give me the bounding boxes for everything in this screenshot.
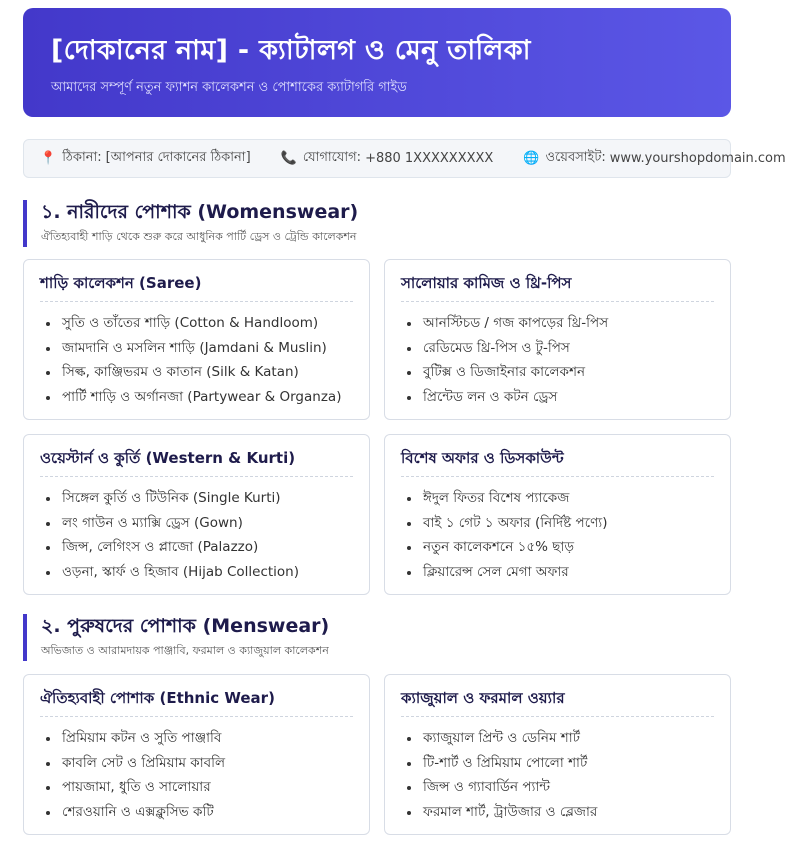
- header-banner: [23, 8, 731, 117]
- list-item: ওড়না, স্কার্ফ ও হিজাব (Hijab Collection): [40, 560, 353, 585]
- list-item: পায়জামা, ধুতি ও সালোয়ার: [40, 775, 353, 800]
- list-item: বুটিক্স ও ডিজাইনার কালেকশন: [401, 360, 714, 385]
- list-item: প্রিন্টেড লন ও কটন ড্রেস: [401, 385, 714, 410]
- list-item: জিন্স ও গ্যাবার্ডিন প্যান্ট: [401, 775, 714, 800]
- section-description: ঐতিহ্যবাহী শাড়ি থেকে শুরু করে আধুনিক পার্টি ড্রেস ও ট্রেন্ডি কালেকশন: [41, 230, 357, 243]
- phone-label: যোগাযোগ:: [302, 150, 362, 165]
- card-list: [401, 486, 714, 585]
- card-title: ওয়েস্টার্ন ও কুর্তি (Western & Kurti): [40, 448, 353, 477]
- card-list: [40, 311, 353, 410]
- list-item: পার্টি শাড়ি ও অর্গানজা (Partywear & Organza): [40, 385, 353, 410]
- card-list: [401, 726, 714, 825]
- list-item: রেডিমেড থ্রি-পিস ও টু-পিস: [401, 336, 714, 361]
- list-item: প্রিমিয়াম কটন ও সুতি পাঞ্জাবি: [40, 726, 353, 751]
- contact-bar: [23, 139, 786, 178]
- page-subtitle: আমাদের সম্পূর্ণ নতুন ফ্যাশন কালেকশন ও পোশাকের ক্যাটাগরি গাইড: [51, 80, 407, 95]
- list-item: সুতি ও তাঁতের শাড়ি (Cotton & Handloom): [40, 311, 353, 336]
- card-saree: [23, 259, 370, 420]
- section-title: ১. নারীদের পোশাক (Womenswear): [41, 201, 359, 223]
- list-item: টি-শার্ট ও প্রিমিয়াম পোলো শার্ট: [401, 751, 714, 776]
- list-item: লং গাউন ও ম্যাক্সি ড্রেস (Gown): [40, 511, 353, 536]
- card-western-kurti: [23, 434, 370, 595]
- list-item: জামদানি ও মসলিন শাড়ি (Jamdani & Muslin): [40, 336, 353, 361]
- list-item: নতুন কালেকশনে ১৫% ছাড়: [401, 535, 714, 560]
- list-item: জিন্স, লেগিংস ও প্লাজো (Palazzo): [40, 535, 353, 560]
- pin-icon: 📍: [40, 151, 57, 166]
- website-label: ওয়েবসাইট:: [545, 150, 606, 165]
- list-item: আনস্টিচড / গজ কাপড়ের থ্রি-পিস: [401, 311, 714, 336]
- list-item: সিল্ক, কাঞ্জিভরম ও কাতান (Silk & Katan): [40, 360, 353, 385]
- card-title: সালোয়ার কামিজ ও থ্রি-পিস: [401, 273, 714, 302]
- card-title: ঐতিহ্যবাহী পোশাক (Ethnic Wear): [40, 688, 353, 717]
- address-value: [আপনার দোকানের ঠিকানা]: [105, 150, 251, 165]
- list-item: শেরওয়ানি ও এক্সক্লুসিভ কটি: [40, 800, 353, 825]
- card-salwar-kameez: [384, 259, 731, 420]
- card-list: [401, 311, 714, 410]
- list-item: ফরমাল শার্ট, ট্রাউজার ও ব্লেজার: [401, 800, 714, 825]
- section-description: অভিজাত ও আরামদায়ক পাঞ্জাবি, ফরমাল ও ক্যাজুয়াল কালেকশন: [41, 644, 329, 657]
- list-item: ক্লিয়ারেন্স সেল মেগা অফার: [401, 560, 714, 585]
- card-casual-formal: [384, 674, 731, 835]
- card-special-offers: [384, 434, 731, 595]
- list-item: ঈদুল ফিতর বিশেষ প্যাকেজ: [401, 486, 714, 511]
- section-menswear-header: [23, 614, 731, 661]
- website-link[interactable]: www.yourshopdomain.com: [609, 151, 786, 166]
- globe-icon: 🌐: [523, 151, 540, 166]
- card-list: [40, 726, 353, 825]
- section-title: ২. পুরুষদের পোশাক (Menswear): [41, 615, 330, 637]
- contact-website[interactable]: [523, 148, 785, 169]
- card-list: [40, 486, 353, 585]
- address-label: ঠিকানা:: [62, 150, 102, 165]
- card-title: শাড়ি কালেকশন (Saree): [40, 273, 353, 302]
- page-title: [দোকানের নাম] - ক্যাটালগ ও মেনু তালিকা: [51, 35, 531, 66]
- contact-address: [40, 148, 251, 169]
- list-item: কাবলি সেট ও প্রিমিয়াম কাবলি: [40, 751, 353, 776]
- card-title: বিশেষ অফার ও ডিসকাউন্ট: [401, 448, 714, 477]
- card-title: ক্যাজুয়াল ও ফরমাল ওয়্যার: [401, 688, 714, 717]
- phone-value[interactable]: +880 1XXXXXXXXX: [365, 151, 494, 166]
- list-item: সিঙ্গেল কুর্তি ও টিউনিক (Single Kurti): [40, 486, 353, 511]
- list-item: ক্যাজুয়াল প্রিন্ট ও ডেনিম শার্ট: [401, 726, 714, 751]
- contact-phone[interactable]: [281, 148, 494, 169]
- section-womenswear-header: [23, 200, 731, 247]
- card-ethnic-wear: [23, 674, 370, 835]
- phone-icon: 📞: [280, 151, 297, 166]
- list-item: বাই ১ গেট ১ অফার (নির্দিষ্ট পণ্যে): [401, 511, 714, 536]
